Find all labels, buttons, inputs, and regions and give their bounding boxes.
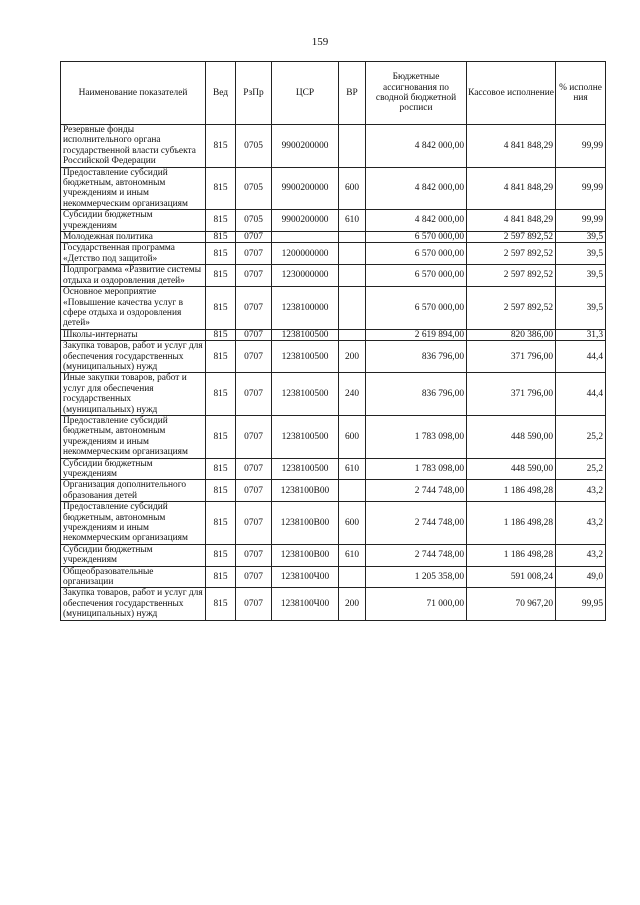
cell-budget: 4 842 000,00 [366, 210, 467, 232]
cell-budget: 6 570 000,00 [366, 287, 467, 330]
cell-budget: 71 000,00 [366, 588, 467, 620]
table-row [61, 243, 606, 265]
cell-rzpr: 0707 [236, 415, 272, 458]
cell-name: Закупка товаров, работ и услуг для обеспечения государственных (муниципальных) нужд [61, 588, 206, 620]
cell-pct: 99,99 [556, 125, 606, 168]
table-row [61, 329, 606, 340]
cell-budget: 2 744 748,00 [366, 544, 467, 566]
cell-vr: 600 [339, 415, 366, 458]
cell-csr [272, 232, 339, 243]
table-row [61, 415, 606, 458]
cell-csr: 1238100500 [272, 415, 339, 458]
cell-csr: 1230000000 [272, 265, 339, 287]
cell-vr [339, 265, 366, 287]
cell-pct: 25,2 [556, 415, 606, 458]
cell-rzpr: 0707 [236, 373, 272, 416]
cell-pct: 44,4 [556, 373, 606, 416]
cell-cash: 371 796,00 [467, 341, 556, 373]
cell-vr [339, 329, 366, 340]
cell-ved: 815 [206, 373, 236, 416]
cell-rzpr: 0707 [236, 265, 272, 287]
cell-rzpr: 0707 [236, 544, 272, 566]
cell-rzpr: 0707 [236, 243, 272, 265]
cell-name: Предоставление субсидий бюджетным, автономным учреждениям и иным некоммерческим организациям [61, 415, 206, 458]
cell-ved: 815 [206, 341, 236, 373]
table-row [61, 544, 606, 566]
cell-rzpr: 0705 [236, 125, 272, 168]
cell-ved: 815 [206, 125, 236, 168]
header-cash: Кассовое исполнение [467, 62, 556, 125]
table-row [61, 167, 606, 210]
cell-cash: 1 186 498,28 [467, 480, 556, 502]
cell-csr: 1238100500 [272, 341, 339, 373]
cell-vr: 610 [339, 544, 366, 566]
cell-cash: 1 186 498,28 [467, 502, 556, 545]
cell-cash: 2 597 892,52 [467, 287, 556, 330]
cell-vr: 200 [339, 341, 366, 373]
cell-ved: 815 [206, 588, 236, 620]
header-name: Наименование показателей [61, 62, 206, 125]
cell-csr: 9900200000 [272, 167, 339, 210]
cell-name: Основное мероприятие «Повышение качества услуг в сфере отдыха и оздоровления детей» [61, 287, 206, 330]
table-row [61, 588, 606, 620]
cell-csr: 9900200000 [272, 210, 339, 232]
table-row [61, 287, 606, 330]
cell-cash: 2 597 892,52 [467, 265, 556, 287]
cell-ved: 815 [206, 265, 236, 287]
cell-csr: 1238100Ч00 [272, 588, 339, 620]
cell-budget: 836 796,00 [366, 341, 467, 373]
cell-pct: 31,3 [556, 329, 606, 340]
cell-cash: 1 186 498,28 [467, 544, 556, 566]
cell-rzpr: 0707 [236, 232, 272, 243]
cell-budget: 6 570 000,00 [366, 232, 467, 243]
cell-ved: 815 [206, 287, 236, 330]
cell-pct: 43,2 [556, 502, 606, 545]
cell-pct: 39,5 [556, 287, 606, 330]
cell-budget: 6 570 000,00 [366, 243, 467, 265]
cell-name: Субсидии бюджетным учреждениям [61, 544, 206, 566]
header-ved: Вед [206, 62, 236, 125]
cell-csr: 1238100000 [272, 287, 339, 330]
table-row [61, 373, 606, 416]
cell-name: Молодежная политика [61, 232, 206, 243]
cell-cash: 591 008,24 [467, 566, 556, 588]
cell-pct: 43,2 [556, 480, 606, 502]
cell-rzpr: 0707 [236, 287, 272, 330]
cell-vr [339, 566, 366, 588]
header-budget: Бюджетные ассигнования по сводной бюджетной росписи [366, 62, 467, 125]
cell-name: Закупка товаров, работ и услуг для обеспечения государственных (муниципальных) нужд [61, 341, 206, 373]
cell-pct: 39,5 [556, 232, 606, 243]
cell-name: Предоставление субсидий бюджетным, автономным учреждениям и иным некоммерческим организациям [61, 167, 206, 210]
cell-rzpr: 0707 [236, 341, 272, 373]
cell-rzpr: 0707 [236, 588, 272, 620]
table-row [61, 265, 606, 287]
cell-csr: 1238100Ч00 [272, 566, 339, 588]
cell-cash: 2 597 892,52 [467, 232, 556, 243]
cell-vr [339, 287, 366, 330]
cell-budget: 836 796,00 [366, 373, 467, 416]
cell-name: Общеобразовательные организации [61, 566, 206, 588]
header-csr: ЦСР [272, 62, 339, 125]
table-row [61, 232, 606, 243]
budget-table [60, 61, 606, 621]
cell-cash: 2 597 892,52 [467, 243, 556, 265]
cell-cash: 4 841 848,29 [467, 167, 556, 210]
cell-pct: 99,99 [556, 210, 606, 232]
cell-name: Предоставление субсидий бюджетным, автономным учреждениям и иным некоммерческим организациям [61, 502, 206, 545]
cell-cash: 448 590,00 [467, 458, 556, 480]
cell-rzpr: 0705 [236, 167, 272, 210]
cell-cash: 4 841 848,29 [467, 210, 556, 232]
cell-name: Школы-интернаты [61, 329, 206, 340]
cell-rzpr: 0707 [236, 502, 272, 545]
table-row [61, 480, 606, 502]
cell-cash: 820 386,00 [467, 329, 556, 340]
cell-rzpr: 0707 [236, 458, 272, 480]
cell-ved: 815 [206, 232, 236, 243]
cell-vr: 240 [339, 373, 366, 416]
cell-vr: 200 [339, 588, 366, 620]
cell-vr [339, 243, 366, 265]
cell-name: Иные закупки товаров, работ и услуг для обеспечения государственных (муниципальных) нужд [61, 373, 206, 416]
cell-ved: 815 [206, 167, 236, 210]
cell-cash: 371 796,00 [467, 373, 556, 416]
page-number: 159 [311, 36, 329, 48]
cell-csr: 1238100В00 [272, 480, 339, 502]
table-header-row [61, 62, 606, 125]
cell-csr: 1238100500 [272, 373, 339, 416]
cell-name: Государственная программа «Детство под защитой» [61, 243, 206, 265]
cell-vr: 610 [339, 458, 366, 480]
cell-rzpr: 0707 [236, 566, 272, 588]
header-vr: ВР [339, 62, 366, 125]
cell-budget: 2 619 894,00 [366, 329, 467, 340]
cell-vr [339, 232, 366, 243]
cell-budget: 2 744 748,00 [366, 502, 467, 545]
table-row [61, 341, 606, 373]
cell-rzpr: 0707 [236, 329, 272, 340]
cell-csr: 1238100В00 [272, 502, 339, 545]
cell-ved: 815 [206, 544, 236, 566]
cell-ved: 815 [206, 458, 236, 480]
cell-ved: 815 [206, 415, 236, 458]
cell-pct: 44,4 [556, 341, 606, 373]
cell-vr: 610 [339, 210, 366, 232]
cell-vr: 600 [339, 167, 366, 210]
cell-vr: 600 [339, 502, 366, 545]
cell-ved: 815 [206, 329, 236, 340]
cell-ved: 815 [206, 480, 236, 502]
cell-budget: 1 783 098,00 [366, 458, 467, 480]
table-row [61, 502, 606, 545]
cell-pct: 25,2 [556, 458, 606, 480]
cell-budget: 4 842 000,00 [366, 167, 467, 210]
cell-rzpr: 0705 [236, 210, 272, 232]
cell-vr [339, 480, 366, 502]
cell-budget: 1 783 098,00 [366, 415, 467, 458]
table-row [61, 458, 606, 480]
cell-pct: 39,5 [556, 243, 606, 265]
cell-pct: 49,0 [556, 566, 606, 588]
cell-pct: 43,2 [556, 544, 606, 566]
cell-cash: 4 841 848,29 [467, 125, 556, 168]
cell-pct: 99,99 [556, 167, 606, 210]
cell-budget: 4 842 000,00 [366, 125, 467, 168]
cell-cash: 70 967,20 [467, 588, 556, 620]
header-pct: % исполне ния [556, 62, 606, 125]
cell-name: Подпрограмма «Развитие системы отдыха и оздоровления детей» [61, 265, 206, 287]
cell-name: Организация дополнительного образования детей [61, 480, 206, 502]
cell-cash: 448 590,00 [467, 415, 556, 458]
table-row [61, 210, 606, 232]
cell-csr: 9900200000 [272, 125, 339, 168]
table-row [61, 566, 606, 588]
cell-ved: 815 [206, 210, 236, 232]
cell-budget: 2 744 748,00 [366, 480, 467, 502]
cell-rzpr: 0707 [236, 480, 272, 502]
cell-csr: 1238100500 [272, 458, 339, 480]
cell-ved: 815 [206, 502, 236, 545]
cell-ved: 815 [206, 566, 236, 588]
cell-csr: 1200000000 [272, 243, 339, 265]
table-body [61, 125, 606, 621]
cell-budget: 1 205 358,00 [366, 566, 467, 588]
cell-name: Резервные фонды исполнительного органа государственной власти субъекта Российской Федерации [61, 125, 206, 168]
cell-name: Субсидии бюджетным учреждениям [61, 458, 206, 480]
cell-ved: 815 [206, 243, 236, 265]
cell-pct: 99,95 [556, 588, 606, 620]
cell-pct: 39,5 [556, 265, 606, 287]
cell-name: Субсидии бюджетным учреждениям [61, 210, 206, 232]
header-rzpr: РзПр [236, 62, 272, 125]
cell-budget: 6 570 000,00 [366, 265, 467, 287]
table-row [61, 125, 606, 168]
cell-csr: 1238100500 [272, 329, 339, 340]
cell-csr: 1238100В00 [272, 544, 339, 566]
cell-vr [339, 125, 366, 168]
